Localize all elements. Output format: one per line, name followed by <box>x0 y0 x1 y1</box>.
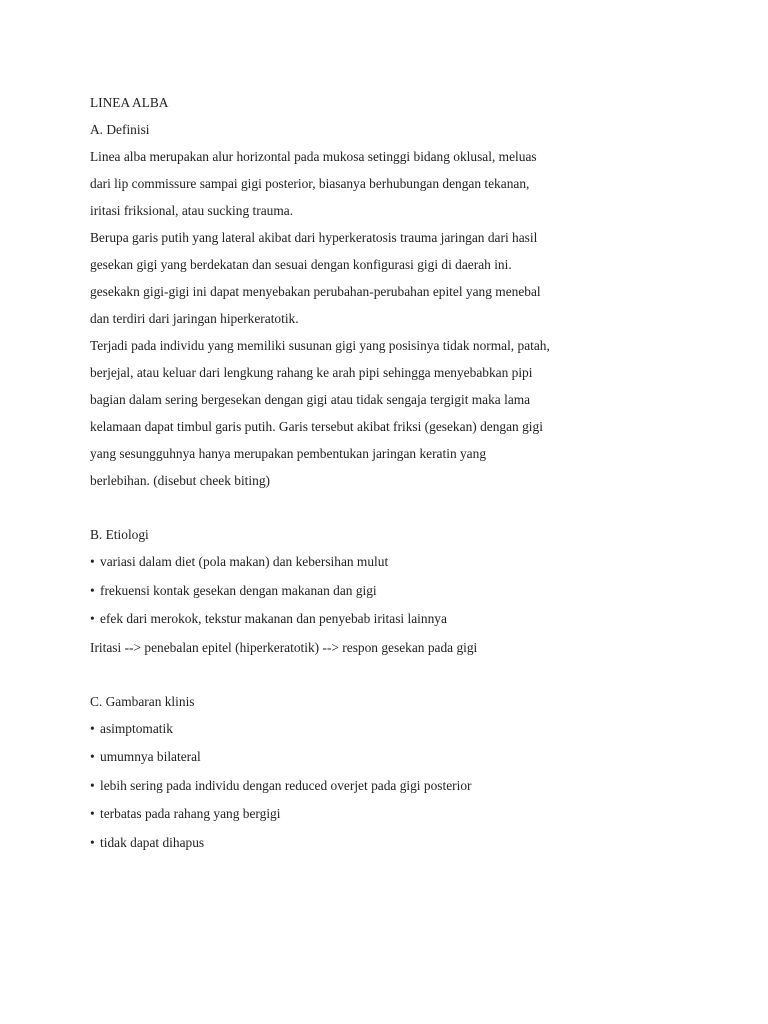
bullet-icon: • <box>90 834 95 850</box>
paragraph-line: dari lip commissure sampai gigi posterior, biasanya berhubungan dengan tekanan, <box>90 176 530 191</box>
list-item-text: umumnya bilateral <box>100 749 201 764</box>
list-item <box>90 718 730 747</box>
bullet-icon: • <box>90 720 95 736</box>
list-item <box>90 746 730 775</box>
list-item <box>90 775 730 804</box>
section-b-note: Iritasi --> penebalan epitel (hiperkeratotik) --> respon gesekan pada gigi <box>90 639 478 655</box>
paragraph-line: Berupa garis putih yang lateral akibat dari hyperkeratosis trauma jaringan dari hasil <box>90 230 538 245</box>
paragraph-line: gesekakn gigi-gigi ini dapat menyebakan perubahan-perubahan epitel yang menebal <box>90 284 541 299</box>
paragraph-line: iritasi friksional, atau sucking trauma. <box>90 203 294 218</box>
section-b-list <box>90 551 730 637</box>
list-item-text: frekuensi kontak gesekan dengan makanan dan gigi <box>100 582 377 598</box>
bullet-icon: • <box>90 554 95 569</box>
section-c-heading: C. Gambaran klinis <box>90 693 195 709</box>
document-content <box>90 92 730 860</box>
paragraph-line: Terjadi pada individu yang memiliki susunan gigi yang posisinya tidak normal, patah, <box>90 338 550 353</box>
bullet-icon: • <box>90 749 95 764</box>
list-item <box>90 551 730 580</box>
list-item-text: terbatas pada rahang yang bergigi <box>100 806 281 821</box>
section-a-heading: A. Definisi <box>90 122 150 137</box>
section-spacer <box>90 497 730 524</box>
list-item <box>90 832 730 861</box>
paragraph-line: Linea alba merupakan alur horizontal pada mukosa setinggi bidang oklusal, meluas <box>90 149 537 164</box>
paragraph-line: yang sesungguhnya hanya merupakan pembentukan jaringan keratin yang <box>90 446 487 461</box>
paragraph-line: kelamaan dapat timbul garis putih. Garis tersebut akibat friksi (gesekan) dengan gigi <box>90 419 543 434</box>
bullet-icon: • <box>90 806 95 821</box>
paragraph-line: berjejal, atau keluar dari lengkung rahang ke arah pipi sehingga menyebabkan pipi <box>90 365 533 380</box>
list-item <box>90 803 730 832</box>
bullet-icon: • <box>90 777 95 793</box>
list-item-text: asimptomatik <box>100 720 173 736</box>
list-item-text: lebih sering pada individu dengan reduced overjet pada gigi posterior <box>100 777 472 793</box>
list-item <box>90 608 730 637</box>
paragraph-line: bagian dalam sering bergesekan dengan gigi atau tidak sengaja tergigit maka lama <box>90 392 531 407</box>
section-c-list <box>90 718 730 861</box>
list-item <box>90 580 730 609</box>
bullet-icon: • <box>90 611 95 626</box>
list-item-text: efek dari merokok, tekstur makanan dan penyebab iritasi lainnya <box>100 611 447 626</box>
list-item-text: variasi dalam diet (pola makan) dan kebersihan mulut <box>100 554 389 569</box>
document-title: LINEA ALBA <box>90 95 169 110</box>
section-a-body <box>90 146 730 497</box>
section-b-heading: B. Etiologi <box>90 527 149 542</box>
paragraph-line: gesekan gigi yang berdekatan dan sesuai dengan konfigurasi gigi di daerah ini. <box>90 257 512 272</box>
section-spacer <box>90 664 730 691</box>
paragraph-line: berlebihan. (disebut cheek biting) <box>90 473 270 488</box>
paragraph-line: dan terdiri dari jaringan hiperkeratotik. <box>90 311 299 326</box>
bullet-icon: • <box>90 582 95 598</box>
list-item-text: tidak dapat dihapus <box>100 834 205 850</box>
